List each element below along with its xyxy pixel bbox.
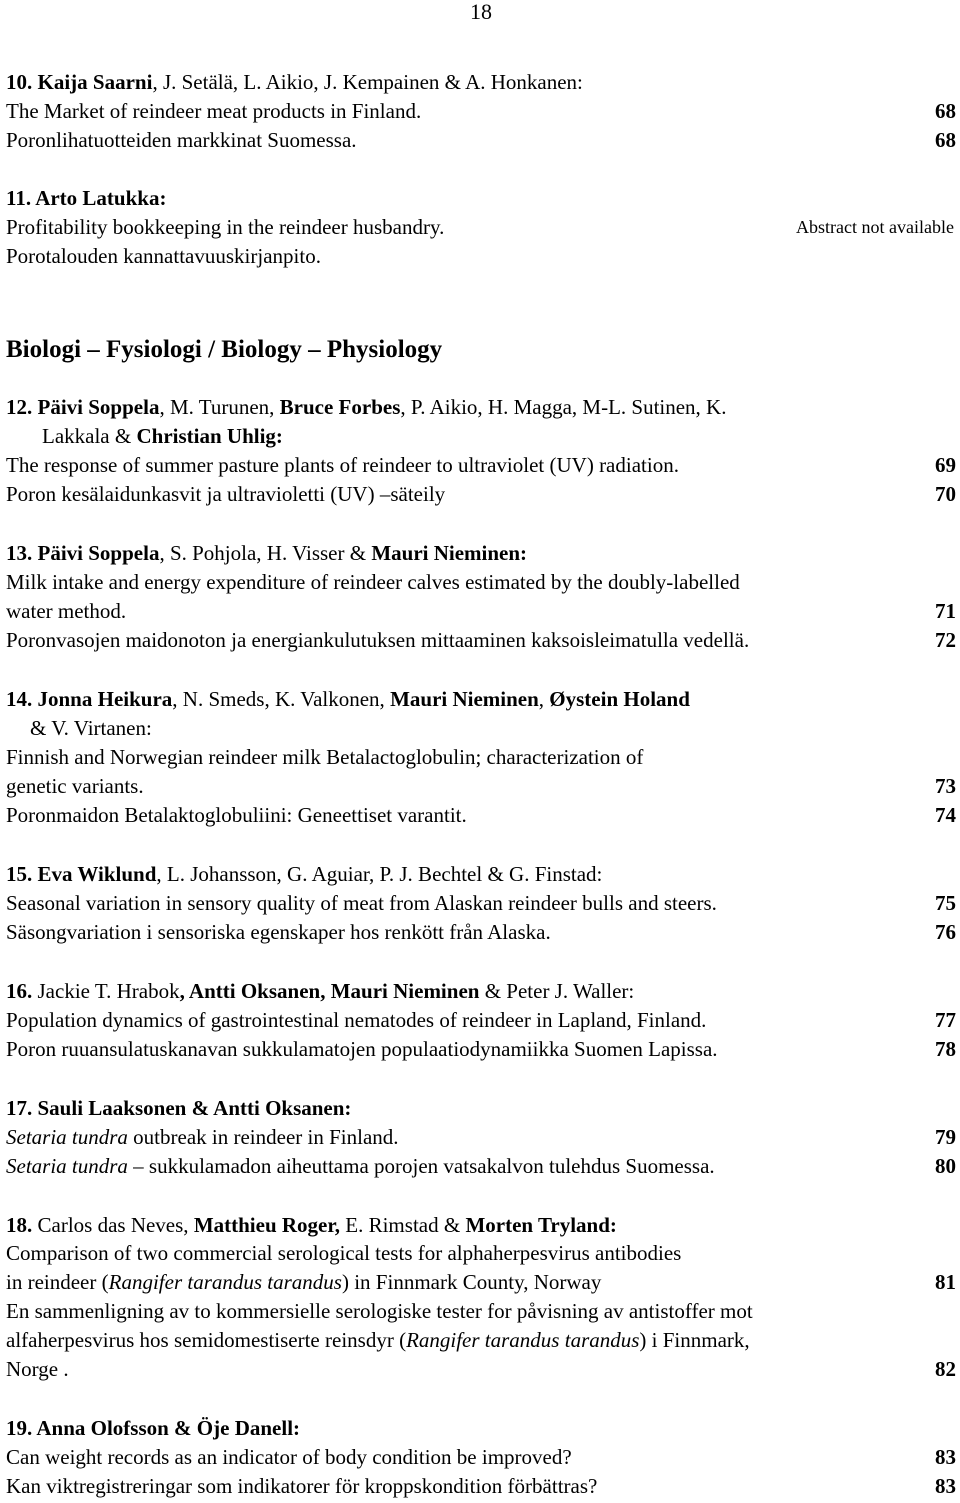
page-ref: 71 xyxy=(935,599,956,623)
entry-authors xyxy=(6,70,952,94)
entry-number: 12. xyxy=(6,395,38,419)
entry-title-line xyxy=(6,99,952,123)
title-text: – sukkulamadon aiheuttama porojen vatsakalvon tulehdus Suomessa. xyxy=(127,1154,715,1178)
entry-title-line xyxy=(6,570,952,594)
author-text: , P. Aikio, H. Magga, M-L. Sutinen, K. xyxy=(400,395,727,419)
title-text: Kan viktregistreringar som indikatorer för kroppskondition förbättras? xyxy=(6,1474,598,1498)
author-text: , L. Johansson, G. Aguiar, P. J. Bechtel & G. Finstad: xyxy=(156,862,603,886)
author-text: Lakkala & xyxy=(42,424,137,448)
entry-title-line xyxy=(6,1299,952,1323)
entry-title-line xyxy=(6,1445,952,1469)
title-text: genetic variants. xyxy=(6,774,144,798)
page-ref: 75 xyxy=(935,891,956,915)
entry-title-line xyxy=(6,628,952,652)
author-text: Eva Wiklund xyxy=(37,862,157,886)
page-ref: 83 xyxy=(935,1445,956,1469)
author-text: , Antti Oksanen, Mauri Nieminen xyxy=(179,979,480,1003)
entry-number: 16. xyxy=(6,979,38,1003)
page-ref: 70 xyxy=(935,482,956,506)
author-text: Jackie T. Hrabok xyxy=(37,979,180,1003)
entry-title-line xyxy=(6,1125,952,1149)
species-name: Setaria tundra xyxy=(6,1125,128,1149)
title-text: Poronlihatuotteiden markkinat Suomessa. xyxy=(6,128,357,152)
entry-authors xyxy=(6,186,952,210)
entry-authors xyxy=(6,1096,952,1120)
entry-title-line xyxy=(6,128,952,152)
title-text: Poron kesälaidunkasvit ja ultravioletti (UV) –säteily xyxy=(6,482,446,506)
author-text: Kaija Saarni xyxy=(37,70,153,94)
entry-number: 15. xyxy=(6,862,38,886)
page-ref: 73 xyxy=(935,774,956,798)
entry-title-line xyxy=(6,745,952,769)
author-text: E. Rimstad & xyxy=(340,1213,466,1237)
author-text: Jonna Heikura xyxy=(37,687,173,711)
page-ref: 68 xyxy=(935,128,956,152)
author-text: Mauri Nieminen xyxy=(390,687,539,711)
author-text: Carlos das Neves, xyxy=(37,1213,194,1237)
title-text: in reindeer ( xyxy=(6,1270,109,1294)
entry-authors xyxy=(6,541,952,565)
entry-number: 17. xyxy=(6,1096,38,1120)
title-text: The response of summer pasture plants of reindeer to ultraviolet (UV) radiation. xyxy=(6,453,679,477)
title-text: En sammenligning av to kommersielle serologiske tester for påvisning av antistoffer mot xyxy=(6,1299,753,1323)
entry-number: 10. xyxy=(6,70,38,94)
entry-authors-cont xyxy=(42,424,952,448)
entry-title-line xyxy=(6,1008,952,1032)
author-text: Christian Uhlig: xyxy=(136,424,283,448)
author-text: Päivi Soppela xyxy=(37,541,160,565)
entry-number: 18. xyxy=(6,1213,38,1237)
title-text: Finnish and Norwegian reindeer milk Betalactoglobulin; characterization of xyxy=(6,745,644,769)
title-text: Poron ruuansulatuskanavan sukkulamatojen populaatiodynamiikka Suomen Lapissa. xyxy=(6,1037,718,1061)
author-text: & Peter J. Waller: xyxy=(479,979,635,1003)
entry-title-line xyxy=(6,1357,952,1381)
entry-title-line xyxy=(6,1241,952,1265)
page-ref: 77 xyxy=(935,1008,956,1032)
title-text: Porotalouden kannattavuuskirjanpito. xyxy=(6,244,321,268)
title-text: outbreak in reindeer in Finland. xyxy=(127,1125,399,1149)
entry-title-line xyxy=(6,803,952,827)
title-text: Poronmaidon Betalaktoglobuliini: Geneettiset varantit. xyxy=(6,803,467,827)
title-text: water method. xyxy=(6,599,127,623)
species-name: Rangifer tarandus tarandus xyxy=(406,1328,640,1352)
entry-authors-cont xyxy=(30,716,952,740)
entry-title-line xyxy=(6,920,952,944)
species-name: Rangifer tarandus tarandus xyxy=(108,1270,342,1294)
title-text: ) in Finnmark County, Norway xyxy=(341,1270,602,1294)
author-text: Arto Latukka: xyxy=(35,186,167,210)
title-text: The Market of reindeer meat products in Finland. xyxy=(6,99,422,123)
entry-number: 11. xyxy=(6,186,36,210)
title-text: Profitability bookkeeping in the reindeer husbandry. xyxy=(6,215,445,239)
title-text: Norge . xyxy=(6,1357,69,1381)
abstract-note: Abstract not available xyxy=(796,217,954,237)
page-ref: 72 xyxy=(935,628,956,652)
title-text: alfaherpesvirus hos semidomestiserte reinsdyr ( xyxy=(6,1328,407,1352)
entry-title-line xyxy=(6,1474,952,1498)
entry-title-line xyxy=(6,1270,952,1294)
author-text: , J. Setälä, L. Aikio, J. Kempainen & A. Honkanen: xyxy=(152,70,583,94)
entry-title-line xyxy=(6,244,952,268)
page-ref: 79 xyxy=(935,1125,956,1149)
author-text: , N. Smeds, K. Valkonen, xyxy=(172,687,391,711)
title-text: ) i Finnmark, xyxy=(639,1328,750,1352)
author-text: Päivi Soppela xyxy=(37,395,160,419)
entry-authors xyxy=(6,395,952,419)
page-number: 18 xyxy=(470,0,492,24)
title-text: Seasonal variation in sensory quality of meat from Alaskan reindeer bulls and steers. xyxy=(6,891,717,915)
page-ref: 82 xyxy=(935,1357,956,1381)
title-text: Population dynamics of gastrointestinal nematodes of reindeer in Lapland, Finland. xyxy=(6,1008,707,1032)
entry-authors xyxy=(6,687,952,711)
entry-title-line xyxy=(6,599,952,623)
entry-title-line xyxy=(6,891,952,915)
author-text: & V. Virtanen: xyxy=(30,716,152,740)
page-ref: 83 xyxy=(935,1474,956,1498)
entry-number: 13. xyxy=(6,541,38,565)
author-text: Øystein Holand xyxy=(549,687,690,711)
author-text: Mauri Nieminen: xyxy=(371,541,528,565)
entry-title-line xyxy=(6,1154,952,1178)
page-ref: 80 xyxy=(935,1154,956,1178)
page-ref: 78 xyxy=(935,1037,956,1061)
entry-title-line xyxy=(6,1037,952,1061)
entry-number: 14. xyxy=(6,687,38,711)
page-ref: 68 xyxy=(935,99,956,123)
author-text: Morten Tryland: xyxy=(465,1213,617,1237)
author-text: Sauli Laaksonen & Antti Oksanen: xyxy=(37,1096,352,1120)
entry-title-line xyxy=(6,482,952,506)
entry-number: 19. xyxy=(6,1416,37,1440)
entry-title-line xyxy=(6,774,952,798)
page-ref: 81 xyxy=(935,1270,956,1294)
title-text: Säsongvariation i sensoriska egenskaper hos renkött från Alaska. xyxy=(6,920,551,944)
author-text: Bruce Forbes xyxy=(279,395,401,419)
author-text: , M. Turunen, xyxy=(159,395,280,419)
title-text: Milk intake and energy expenditure of reindeer calves estimated by the doubly-labelled xyxy=(6,570,740,594)
title-text: Can weight records as an indicator of body condition be improved? xyxy=(6,1445,572,1469)
title-text: Poronvasojen maidonoton ja energiankulutuksen mittaaminen kaksoisleimatulla vedellä. xyxy=(6,628,750,652)
entry-authors xyxy=(6,1213,952,1237)
entry-authors xyxy=(6,862,952,886)
section-title: Biologi – Fysiologi / Biology – Physiology xyxy=(6,336,443,363)
author-text: , xyxy=(538,687,550,711)
entry-authors xyxy=(6,979,952,1003)
page-ref: 74 xyxy=(935,803,956,827)
species-name: Setaria tundra xyxy=(6,1154,128,1178)
author-text: Matthieu Roger, xyxy=(193,1213,341,1237)
author-text: Anna Olofsson & Öje Danell: xyxy=(36,1416,301,1440)
entry-title-line xyxy=(6,1328,952,1352)
author-text: , S. Pohjola, H. Visser & xyxy=(159,541,372,565)
page-ref: 76 xyxy=(935,920,956,944)
entry-authors xyxy=(6,1416,952,1440)
page-ref: 69 xyxy=(935,453,956,477)
entry-title-line xyxy=(6,453,952,477)
title-text: Comparison of two commercial serological tests for alphaherpesvirus antibodies xyxy=(6,1241,682,1265)
